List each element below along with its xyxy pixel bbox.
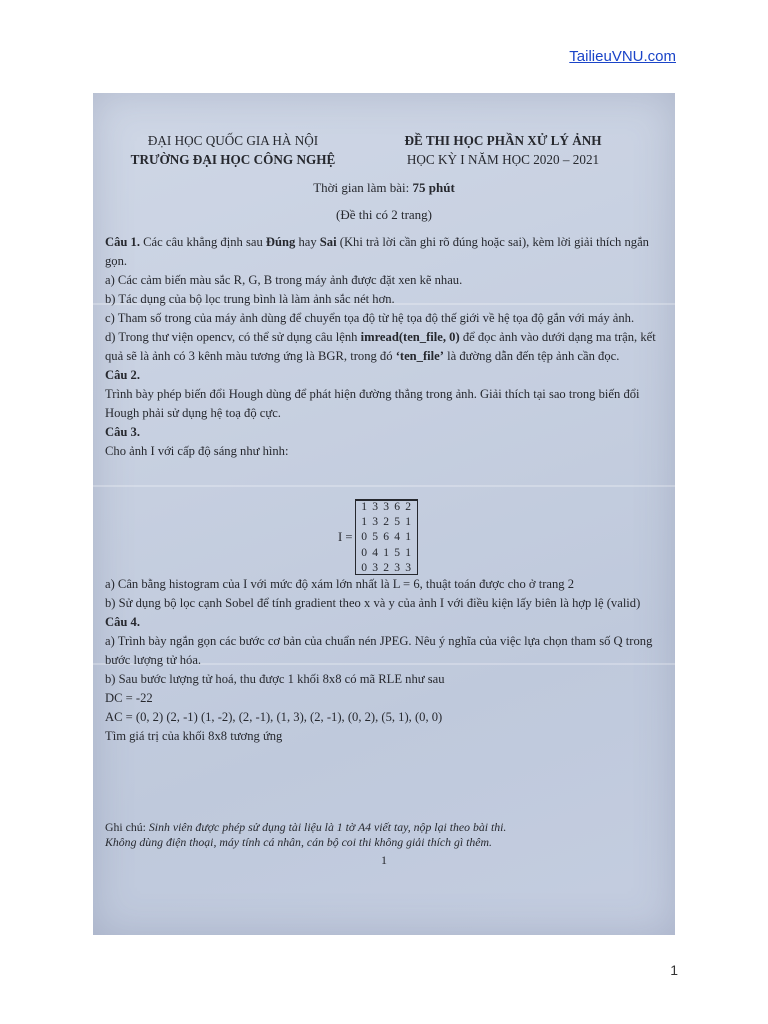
q2-text: Trình bày phép biến đổi Hough dùng để phát hiện đường thẳng trong ảnh. Giải thích tại sao trong biến đổi Hough phải sử dụng hệ toạ độ cực. <box>105 387 640 420</box>
matrix-label: I = <box>338 529 353 544</box>
university-name: ĐẠI HỌC QUỐC GIA HÀ NỘI <box>147 133 319 148</box>
q1-b: b) Tác dụng của bộ lọc trung bình là làm ảnh sắc nét hơn. <box>105 292 395 306</box>
q1-d-c: là đường dẫn đến tệp ảnh cần đọc. <box>443 349 620 363</box>
q1-d <box>105 328 657 366</box>
matrix-cell: 5 <box>394 515 402 529</box>
q1-label: Câu 1. <box>105 235 140 249</box>
pages-note: (Đề thi có 2 trang) <box>335 207 433 222</box>
q1-sai: Sai <box>319 235 337 249</box>
matrix-cell: 2 <box>383 515 391 529</box>
matrix-row <box>360 545 413 560</box>
matrix-cell: 4 <box>394 530 402 544</box>
q4-b: b) Sau bước lượng tử hoá, thu được 1 khối 8x8 có mã RLE như sau <box>105 672 445 686</box>
intensity-matrix <box>355 499 418 575</box>
q4-ac: AC = (0, 2) (2, -1) (1, -2), (2, -1), (1, 3), (2, -1), (0, 2), (5, 1), (0, 0) <box>105 710 443 724</box>
matrix-cell: 1 <box>405 545 413 559</box>
q1-d-file: ‘ten_file’ <box>395 349 444 363</box>
semester: HỌC KỲ I NĂM HỌC 2020 – 2021 <box>406 152 600 167</box>
page-number: 1 <box>670 962 678 978</box>
matrix-cell: 1 <box>361 500 369 513</box>
q2-label: Câu 2. <box>105 368 140 382</box>
q1-dung: Đúng <box>265 235 296 249</box>
q1-intro <box>105 233 657 271</box>
q1-intro-b: hay <box>295 235 320 249</box>
questions-1-3 <box>105 233 657 461</box>
questions-3b-4 <box>105 575 657 746</box>
matrix-row <box>360 529 413 544</box>
q4-dc: DC = -22 <box>105 691 153 705</box>
university-header <box>113 131 353 169</box>
matrix-block <box>338 499 418 575</box>
matrix-cell: 0 <box>361 530 369 544</box>
matrix-cell: 4 <box>372 545 380 559</box>
q1-d-b: để đọc ảnh vào dưới dạng ma trận, kết quả sẽ là ảnh có 3 kênh màu tương ứng là BGR, trong đó <box>105 330 656 363</box>
time-line <box>93 178 675 197</box>
matrix-cell: 3 <box>372 515 380 529</box>
matrix-cell: 1 <box>383 545 391 559</box>
matrix-cell: 3 <box>405 560 413 574</box>
matrix-cell: 2 <box>383 560 391 574</box>
note-line-2 <box>105 835 657 850</box>
exam-header <box>383 131 623 169</box>
matrix-cell: 1 <box>405 515 413 529</box>
matrix-cell: 3 <box>372 560 380 574</box>
exam-title: ĐỀ THI HỌC PHẦN XỬ LÝ ẢNH <box>404 133 602 148</box>
matrix-cell: 6 <box>383 530 391 544</box>
exam-paper <box>93 93 675 935</box>
q1-intro-a: Các câu khẳng định sau <box>140 235 266 249</box>
matrix-row <box>360 514 413 529</box>
matrix-row <box>360 560 413 575</box>
q1-d-command: imread(ten_file, 0) <box>360 330 460 344</box>
note-label: Ghi chú: <box>105 820 149 834</box>
matrix-cell: 6 <box>394 500 402 513</box>
q4-label: Câu 4. <box>105 615 140 629</box>
note-text-1: Sinh viên được phép sử dụng tài liệu là 1 tờ A4 viết tay, nộp lại theo bài thi. <box>148 820 507 834</box>
matrix-cell: 0 <box>361 560 369 574</box>
exam-page-number: 1 <box>381 853 387 867</box>
matrix-cell: 3 <box>383 500 391 513</box>
matrix-row <box>360 499 413 514</box>
school-name: TRƯỜNG ĐẠI HỌC CÔNG NGHỆ <box>130 152 336 167</box>
matrix-cell: 2 <box>405 500 413 513</box>
note-line-1 <box>105 820 657 835</box>
q3-a: a) Cân bằng histogram của I với mức độ xám lớn nhất là L = 6, thuật toán được cho ở trang 2 <box>105 577 575 591</box>
q3-label: Câu 3. <box>105 425 140 439</box>
exam-photo <box>93 93 675 935</box>
q3-text: Cho ảnh I với cấp độ sáng như hình: <box>105 444 289 458</box>
exam-note <box>105 820 657 850</box>
q1-c: c) Tham số trong của máy ảnh dùng để chuyển tọa độ từ hệ tọa độ thế giới về hệ tọa độ gắn với máy ảnh. <box>105 311 635 325</box>
time-label: Thời gian làm bài: <box>313 180 413 195</box>
q3-b: b) Sử dụng bộ lọc cạnh Sobel để tính gradient theo x và y của ảnh I với điều kiện lấy biên là hợp lệ (valid) <box>105 596 641 610</box>
matrix-cell: 5 <box>394 545 402 559</box>
q1-intro-c: (Khi trả lời cần ghi rõ đúng hoặc sai), kèm lời giải thích ngắn gọn. <box>105 235 649 268</box>
q4-a: a) Trình bày ngắn gọn các bước cơ bản của chuẩn nén JPEG. Nêu ý nghĩa của việc lựa chọn tham số Q trong bước lượng tử hóa. <box>105 634 653 667</box>
matrix-cell: 3 <box>394 560 402 574</box>
q4-task: Tìm giá trị của khối 8x8 tương ứng <box>105 729 283 743</box>
tailieuvnu-link[interactable]: TailieuVNU.com <box>569 48 676 65</box>
matrix-cell: 0 <box>361 545 369 559</box>
note-text-2: Không dùng điện thoại, máy tính cá nhân, cán bộ coi thi không giải thích gì thêm. <box>105 835 492 849</box>
matrix-cell: 3 <box>372 500 380 513</box>
matrix-cell: 1 <box>361 515 369 529</box>
time-value: 75 phút <box>412 180 455 195</box>
q1-d-a: d) Trong thư viện opencv, có thể sử dụng câu lệnh <box>105 330 361 344</box>
q1-a: a) Các cảm biến màu sắc R, G, B trong máy ảnh được đặt xen kẽ nhau. <box>105 273 463 287</box>
matrix-cell: 5 <box>372 530 380 544</box>
matrix-cell: 1 <box>405 530 413 544</box>
